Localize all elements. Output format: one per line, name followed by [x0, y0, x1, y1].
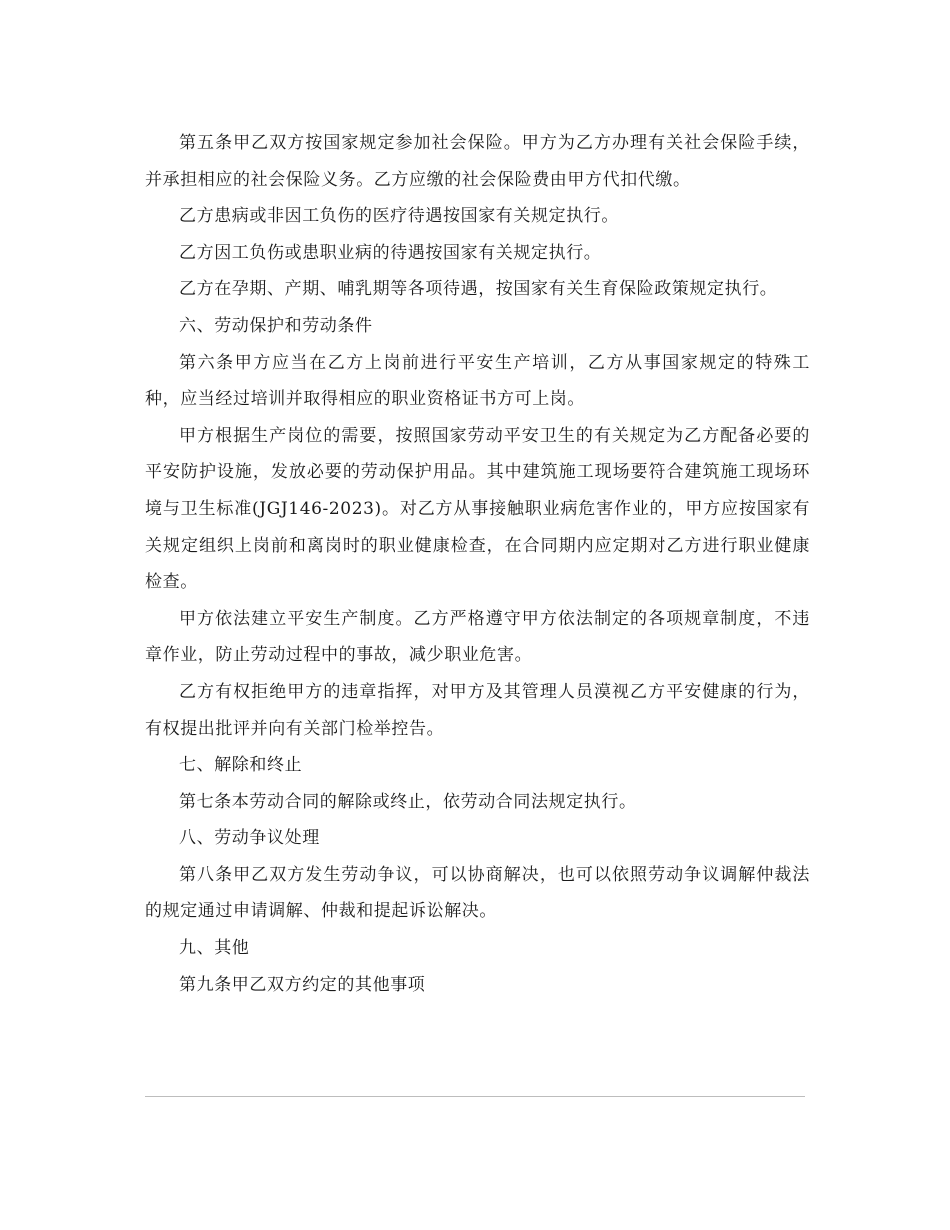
paragraph-article-9-other-matters: 第九条甲乙双方约定的其他事项 — [179, 974, 426, 995]
paragraph-safety-rules: 甲方依法建立平安生产制度。乙方严格遵守甲方依法制定的各项规章制度，不违章作业，防止劳动过程中的事故，减少职业危害。 — [145, 608, 810, 666]
paragraph-maternity-benefits: 乙方在孕期、产期、哺乳期等各项待遇，按国家有关生育保险政策规定执行。 — [179, 279, 778, 300]
paragraph-article-5-social-insurance: 第五条甲乙双方按国家规定参加社会保险。甲方为乙方办理有关社会保险手续，并承担相应的社会保险义务。乙方应缴的社会保险费由甲方代扣代缴。 — [145, 133, 810, 190]
paragraph-article-6-safety-training: 第六条甲方应当在乙方上岗前进行平安生产培训，乙方从事国家规定的特殊工种，应当经过培训并取得相应的职业资格证书方可上岗。 — [145, 352, 810, 410]
paragraph-article-8-dispute: 第八条甲乙双方发生劳动争议，可以协商解决，也可以依照劳动争议调解仲裁法的规定通过申请调解、仲裁和提起诉讼解决。 — [145, 864, 810, 922]
paragraph-work-injury-treatment: 乙方因工负伤或患职业病的待遇按国家有关规定执行。 — [179, 242, 602, 263]
document-body — [145, 125, 810, 1003]
section-heading-termination: 七、解除和终止 — [179, 755, 303, 776]
section-heading-other: 九、其他 — [179, 938, 250, 959]
section-heading-dispute: 八、劳动争议处理 — [179, 828, 320, 849]
section-heading-labor-protection: 六、劳动保护和劳动条件 — [179, 315, 373, 336]
paragraph-illness-treatment: 乙方患病或非因工负伤的医疗待遇按国家有关规定执行。 — [179, 206, 619, 227]
paragraph-article-7-termination: 第七条本劳动合同的解除或终止，依劳动合同法规定执行。 — [179, 791, 637, 812]
paragraph-right-to-refuse: 乙方有权拒绝甲方的违章指挥，对甲方及其管理人员漠视乙方平安健康的行为，有权提出批评并向有关部门检举控告。 — [145, 681, 810, 739]
paragraph-protective-equipment: 甲方根据生产岗位的需要，按照国家劳动平安卫生的有关规定为乙方配备必要的平安防护设施，发放必要的劳动保护用品。其中建筑施工现场要符合建筑施工现场环境与卫生标准(JGJ146-2023)。对乙方从事接触职业病危害作业的，甲方应按国家有关规定组织上岗前和离岗时的职业健康检查，在合同期内应定期对乙方进行职业健康检查。 — [145, 425, 810, 593]
footer-divider — [145, 1096, 805, 1097]
